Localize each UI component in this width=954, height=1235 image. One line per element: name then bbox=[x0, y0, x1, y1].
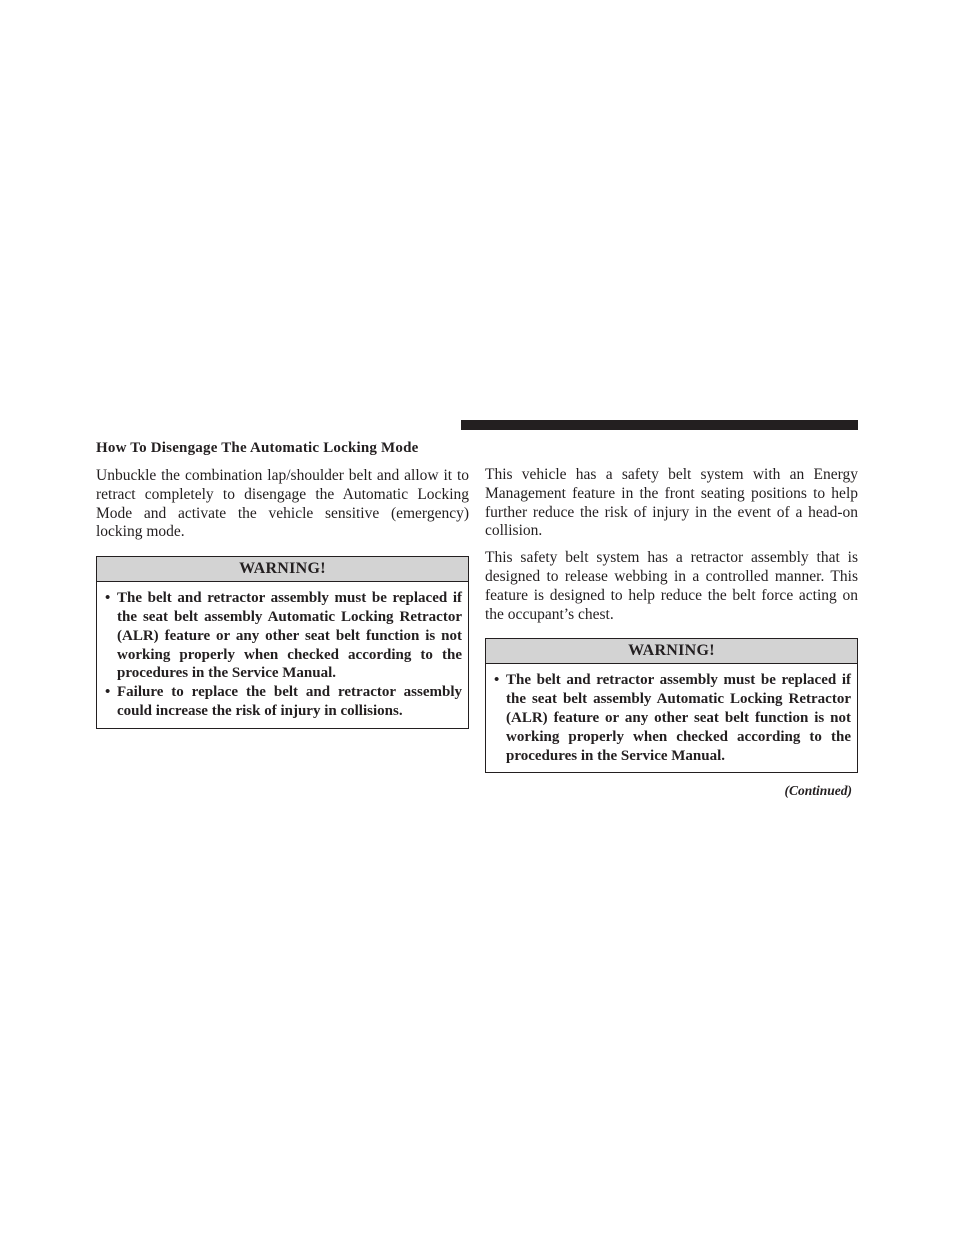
warning-title: WARNING! bbox=[97, 557, 468, 582]
bullet-icon: • bbox=[494, 672, 500, 689]
warning-item bbox=[494, 671, 851, 765]
warning-list bbox=[97, 582, 468, 728]
left-column bbox=[96, 438, 469, 729]
warning-box bbox=[96, 556, 469, 729]
warning-box bbox=[485, 638, 858, 773]
bullet-icon: • bbox=[105, 684, 111, 701]
warning-item bbox=[105, 589, 462, 683]
section-heading: How To Disengage The Automatic Locking Mode bbox=[96, 440, 419, 456]
warning-item-text: The belt and retractor assembly must be replaced if the seat belt assembly Automatic Locking Retractor (ALR) feature or any other seat belt function is not working properly when checked according to the procedures in the Service Manual. bbox=[506, 672, 851, 764]
warning-list bbox=[486, 664, 857, 772]
body-paragraph: This safety belt system has a retractor assembly that is designed to release webbing in a controlled manner. This feature is designed to help reduce the belt force acting on the occupant’s chest. bbox=[485, 549, 858, 623]
bullet-icon: • bbox=[105, 590, 111, 607]
section-header-bar bbox=[461, 420, 858, 430]
warning-item-text: Failure to replace the belt and retractor assembly could increase the risk of injury in collisions. bbox=[117, 684, 462, 719]
warning-item bbox=[105, 683, 462, 721]
right-column bbox=[485, 466, 858, 773]
continued-note: (Continued) bbox=[784, 783, 852, 798]
warning-item-text: The belt and retractor assembly must be replaced if the seat belt assembly Automatic Locking Retractor (ALR) feature or any other seat belt function is not working properly when checked according to the procedures in the Service Manual. bbox=[117, 590, 462, 682]
warning-title: WARNING! bbox=[486, 639, 857, 664]
body-paragraph: Unbuckle the combination lap/shoulder belt and allow it to retract completely to disengage the Automatic Locking Mode and activate the vehicle sensitive (emergency) locking mode. bbox=[96, 467, 469, 541]
body-paragraph: This vehicle has a safety belt system with an Energy Management feature in the front seating positions to help further reduce the risk of injury in the event of a head-on collision. bbox=[485, 466, 858, 540]
